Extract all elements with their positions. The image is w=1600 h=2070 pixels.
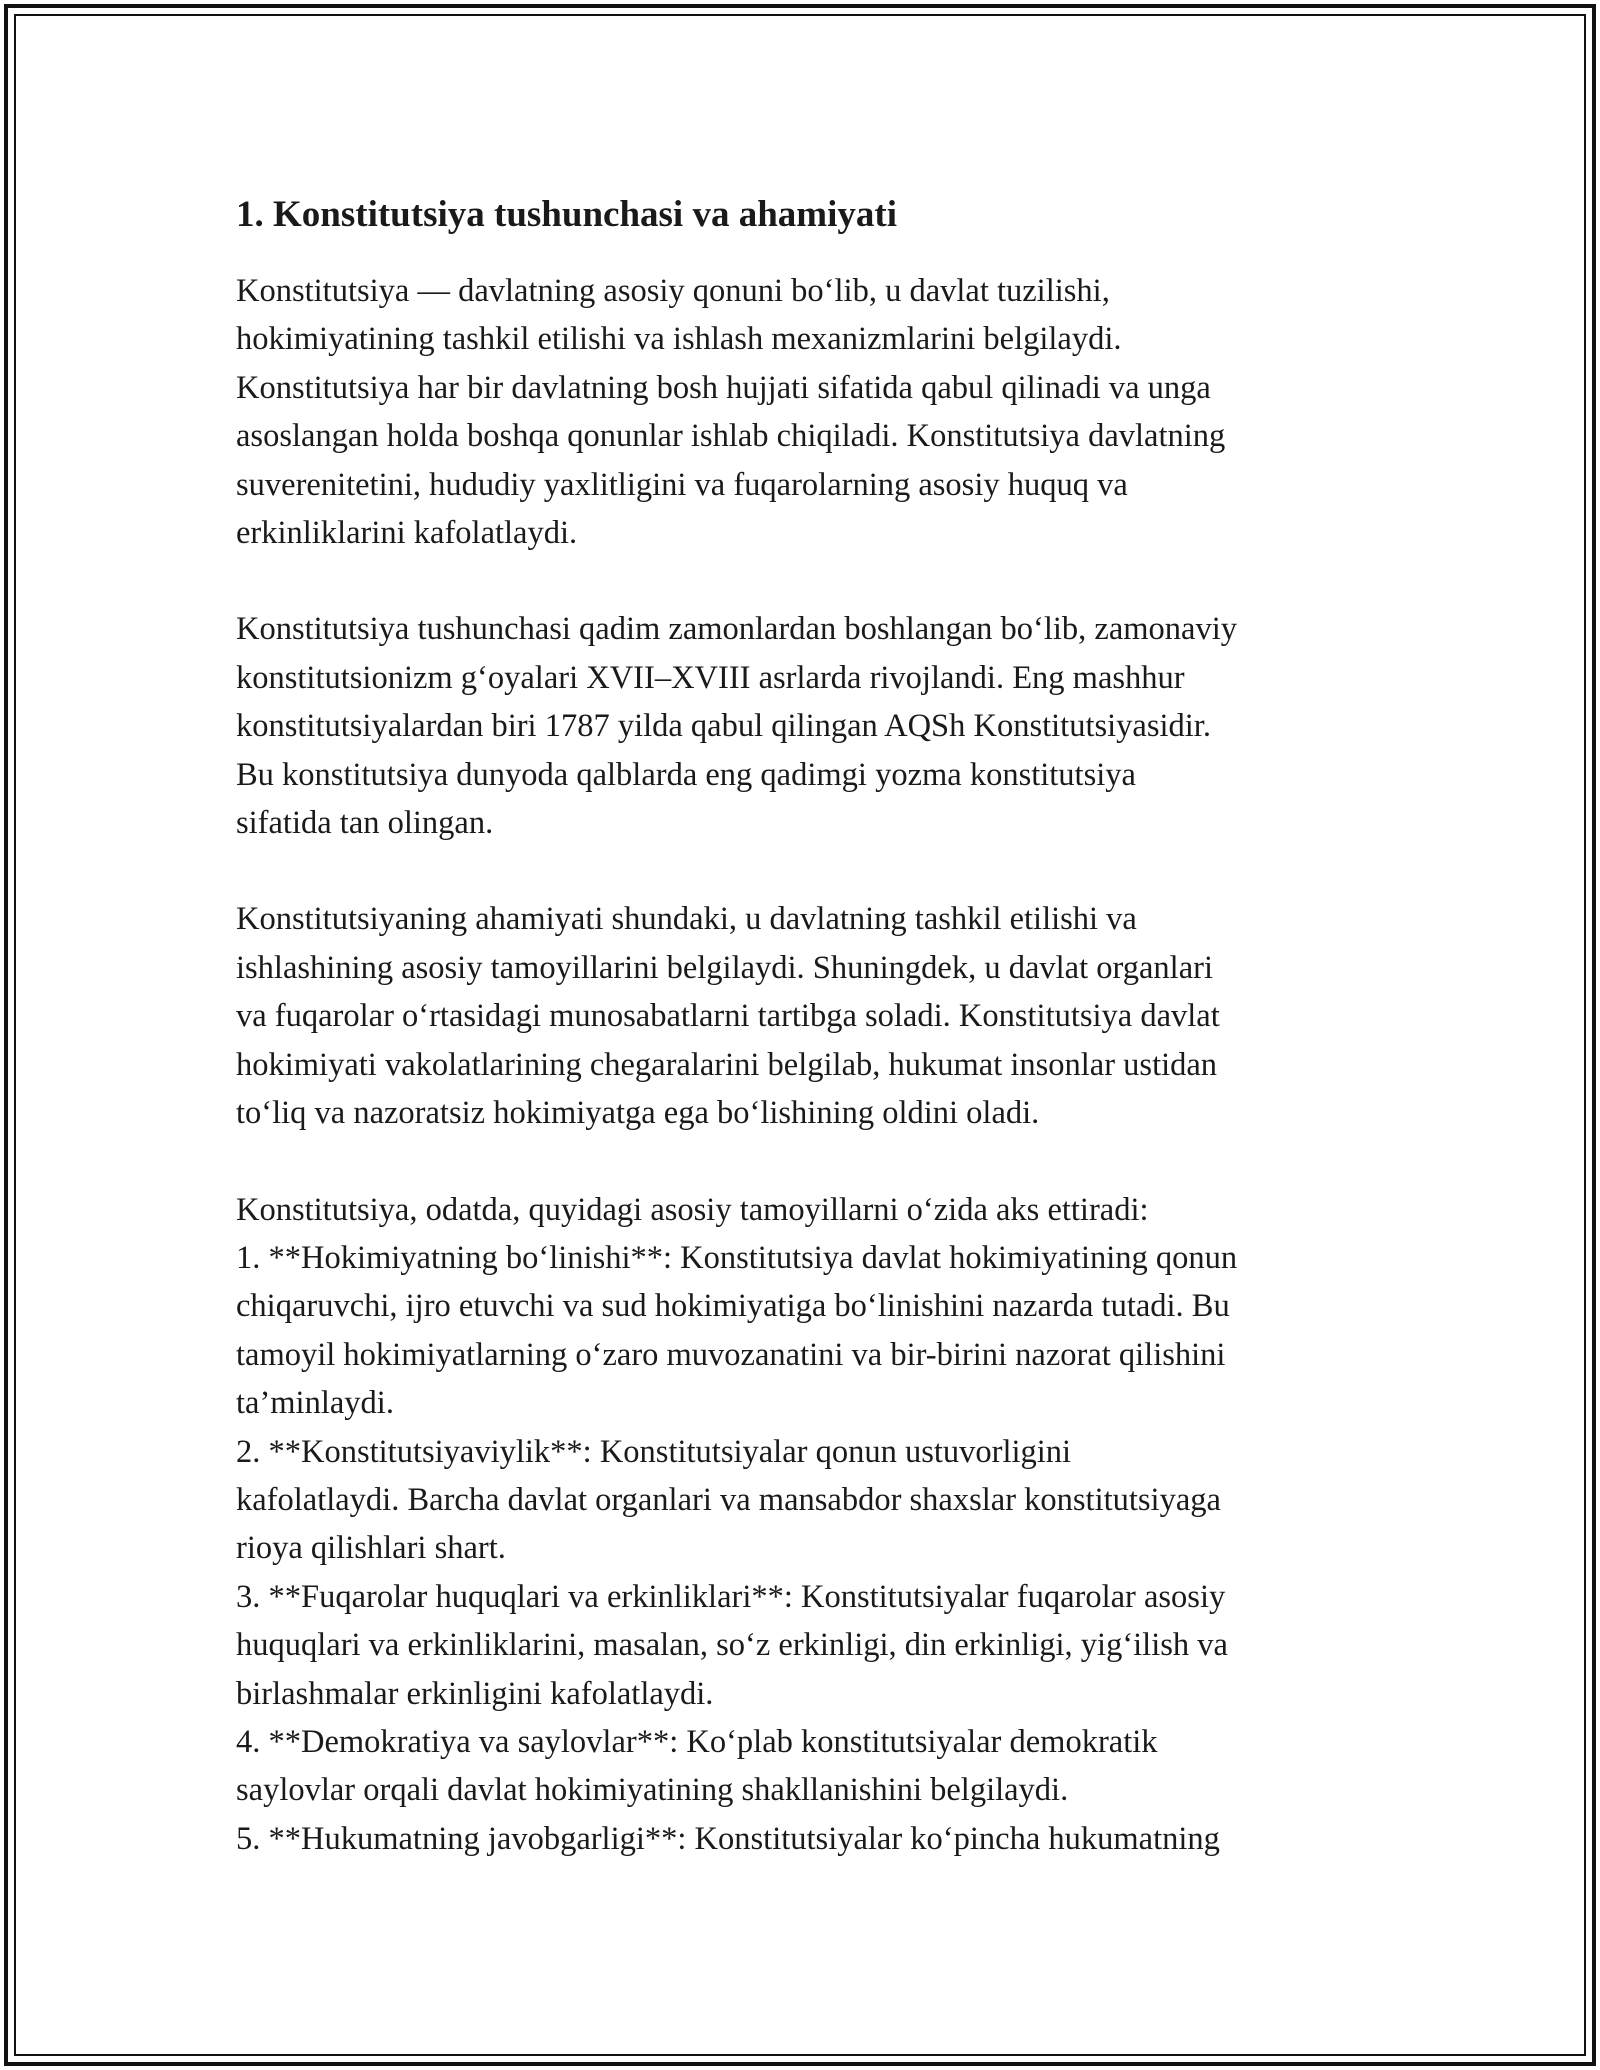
text-line: ishlashining asosiy tamoyillarini belgilaydi. Shuningdek, u davlat organlari [236,949,1213,986]
text-line: Konstitutsiyaning ahamiyati shundaki, u davlatning tashkil etilishi va [236,901,1137,938]
text-line: asoslangan holda boshqa qonunlar ishlab chiqiladi. Konstitutsiya davlatning [236,418,1226,455]
text-line: sifatida tan olingan. [236,805,494,842]
text-line: Konstitutsiya har bir davlatning bosh hujjati sifatida qabul qilinadi va unga [236,369,1211,406]
list-item-line: kafolatlaydi. Barcha davlat organlari va mansabdor shaxslar konstitutsiyaga [236,1481,1221,1518]
text-line: to‘liq va nazoratsiz hokimiyatga ega bo‘lishining oldini oladi. [236,1095,1040,1132]
text-line: va fuqarolar o‘rtasidagi munosabatlarni tartibga soladi. Konstitutsiya davlat [236,998,1220,1035]
paragraph-principles [236,1186,1386,1864]
list-item-line: tamoyil hokimiyatlarning o‘zaro muvozanatini va bir-birini nazorat qilishini [236,1336,1226,1373]
list-item-line: chiqaruvchi, ijro etuvchi va sud hokimiyatiga bo‘linishini nazarda tutadi. Bu [236,1288,1230,1325]
text-line: erkinliklarini kafolatlaydi. [236,515,578,552]
list-item-line: 3. **Fuqarolar huquqlari va erkinliklari**: Konstitutsiyalar fuqarolar asosiy [236,1578,1226,1615]
text-line: hokimiyatining tashkil etilishi va ishlash mexanizmlarini belgilaydi. [236,321,1122,358]
text-line: Konstitutsiya, odatda, quyidagi asosiy tamoyillarni o‘zida aks ettiradi: [236,1191,1149,1228]
paragraph-history [236,605,1386,847]
text-line: Bu konstitutsiya dunyoda qalblarda eng qadimgi yozma konstitutsiya [236,756,1136,793]
text-line: Konstitutsiya — davlatning asosiy qonuni bo‘lib, u davlat tuzilishi, [236,273,1110,309]
paragraph-definition [236,267,1386,557]
text-line: hokimiyati vakolatlarining chegaralarini belgilab, hukumat insonlar ustidan [236,1046,1218,1083]
list-item-line: 4. **Demokratiya va saylovlar**: Ko‘plab konstitutsiyalar demokratik [236,1723,1158,1760]
list-item-line: 2. **Konstitutsiyaviylik**: Konstitutsiyalar qonun ustuvorligini [236,1433,1072,1470]
list-item-line: saylovlar orqali davlat hokimiyatining shakllanishini belgilaydi. [236,1772,1069,1809]
document-body [236,185,1386,1863]
list-item-line: birlashmalar erkinligini kafolatlaydi. [236,1675,714,1712]
text-line: Konstitutsiya tushunchasi qadim zamonlardan boshlangan bo‘lib, zamonaviy [236,611,1237,648]
section-heading: 1. Konstitutsiya tushunchasi va ahamiyati [236,194,897,235]
paragraph-significance [236,895,1386,1137]
text-line: konstitutsiyalardan biri 1787 yilda qabul qilingan AQSh Konstitutsiyasidir. [236,708,1211,745]
list-item-line: 1. **Hokimiyatning bo‘linishi**: Konstitutsiya davlat hokimiyatining qonun [236,1239,1238,1276]
text-line: suverenitetini, hududiy yaxlitligini va fuqarolarning asosiy huquq va [236,466,1128,503]
list-item-line: huquqlari va erkinliklarini, masalan, so‘z erkinligi, din erkinligi, yig‘ilish va [236,1627,1228,1664]
list-item-line: 5. **Hukumatning javobgarligi**: Konstitutsiyalar ko‘pincha hukumatning [236,1820,1220,1857]
list-item-line: rioya qilishlari shart. [236,1530,506,1567]
text-line: konstitutsionizm g‘oyalari XVII–XVIII asrlarda rivojlandi. Eng mashhur [236,659,1185,696]
list-item-line: ta’minlaydi. [236,1385,394,1422]
